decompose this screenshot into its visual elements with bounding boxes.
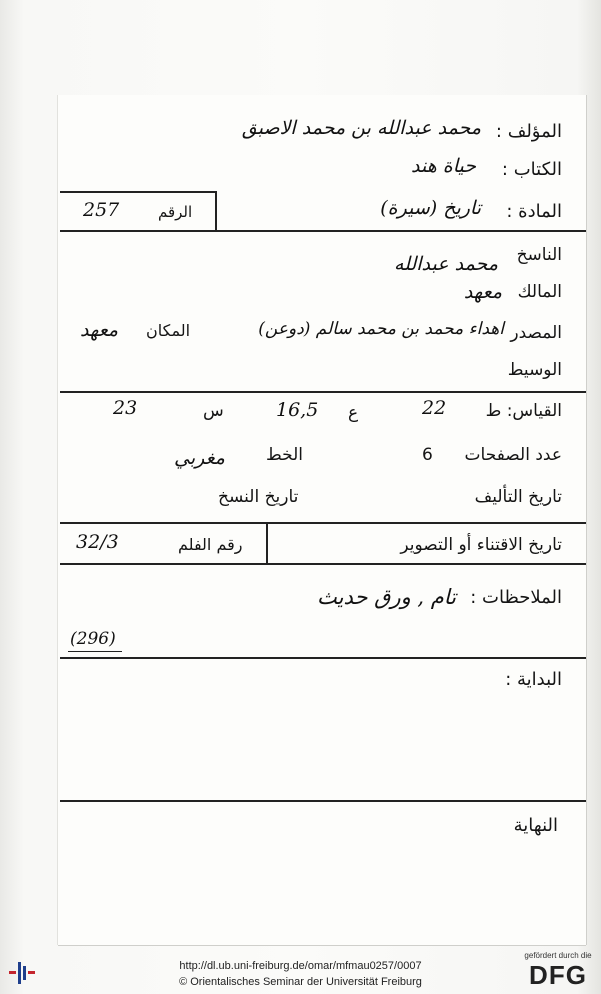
measure-s-value: 23 xyxy=(113,397,138,419)
number-value: 257 xyxy=(83,199,120,221)
catalog-card xyxy=(58,95,586,945)
measure-t-value: 22 xyxy=(422,397,447,419)
number-box-right xyxy=(215,191,217,231)
measure-a-label: ع xyxy=(348,403,359,423)
divider-4 xyxy=(60,657,586,659)
dfg-logo: DFG xyxy=(529,960,587,990)
copyist-value: محمد عبدالله xyxy=(393,253,498,275)
dfg-funding-note: gefördert durch die xyxy=(524,951,592,960)
footer-copyright: © Orientalisches Seminar der Universität Freiburg xyxy=(179,976,422,988)
end-label: النهاية xyxy=(513,815,558,836)
reference-number: (296) xyxy=(70,629,116,649)
measure-label: القياس: ط xyxy=(485,401,562,421)
composition-date-label: تاريخ التأليف xyxy=(474,487,562,507)
film-box-right xyxy=(266,522,268,564)
footer-url-link[interactable]: http://dl.ub.uni-freiburg.de/omar/mfmau0257/0007 xyxy=(179,960,422,972)
film-label: رقم الفلم xyxy=(178,535,243,554)
notes-value: تام , ورق حديث xyxy=(317,585,456,609)
owner-value: معهد xyxy=(463,281,502,303)
copyist-label: الناسخ xyxy=(516,245,562,265)
author-value: محمد عبدالله بن محمد الاصبق xyxy=(241,117,481,139)
film-value: 32/3 xyxy=(76,531,119,553)
script-label: الخط xyxy=(266,445,304,465)
notes-label: الملاحظات : xyxy=(470,587,562,608)
number-label: الرقم xyxy=(158,203,193,221)
number-box-top xyxy=(60,191,216,193)
book-value: حياة هند xyxy=(411,155,476,177)
divider-1 xyxy=(60,230,586,232)
film-box-top xyxy=(60,522,586,524)
subject-label: المادة : xyxy=(506,201,562,222)
ref-underline xyxy=(68,651,122,652)
measure-a-value: 16,5 xyxy=(276,399,319,421)
source-line2: الوسيط xyxy=(507,360,562,380)
book-label: الكتاب : xyxy=(501,159,562,180)
owner-label: المالك xyxy=(517,282,562,302)
source-label: المصدر xyxy=(510,323,562,343)
measure-s-label: س xyxy=(203,401,224,421)
script-value: مغربي xyxy=(174,447,225,469)
subject-value: تاريخ (سيرة) xyxy=(380,197,481,219)
source-place-label: المكان xyxy=(146,321,191,340)
source-place-value: معهد xyxy=(80,319,119,341)
pages-label: عدد الصفحات xyxy=(464,445,562,465)
author-label: المؤلف : xyxy=(495,121,562,142)
source-value: اهداء محمد بن محمد سالم (دوعن) xyxy=(258,319,504,339)
acquisition-label: تاريخ الاقتناء أو التصوير xyxy=(400,535,562,555)
copy-date-label: تاريخ النسخ xyxy=(218,487,299,507)
divider-5 xyxy=(60,800,586,802)
divider-2 xyxy=(60,391,586,393)
beginning-label: البداية : xyxy=(505,669,562,690)
pages-value: 6 xyxy=(422,445,433,465)
divider-3 xyxy=(60,563,586,565)
